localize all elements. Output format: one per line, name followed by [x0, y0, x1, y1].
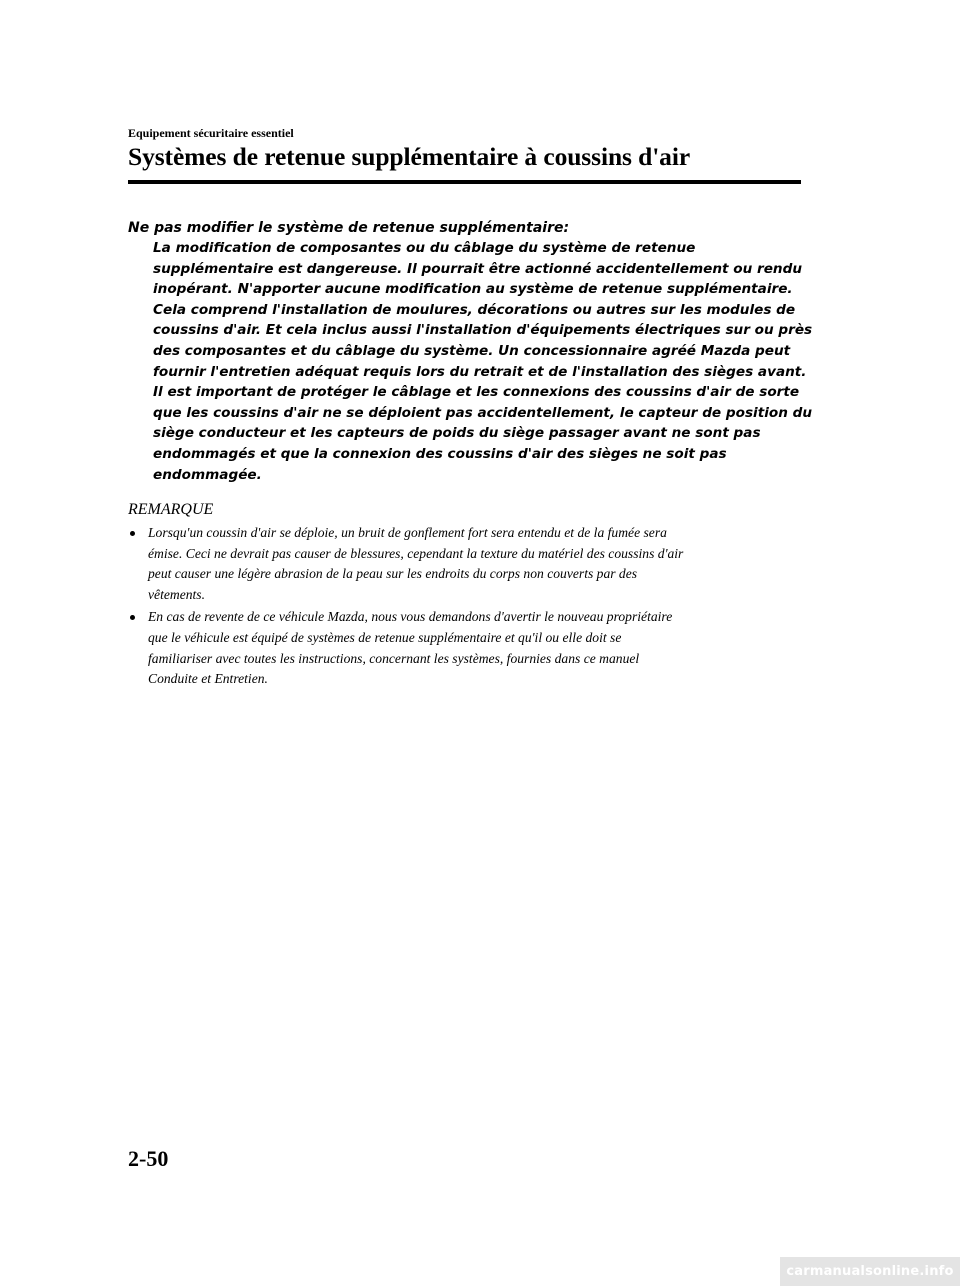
note-line: peut causer une légère abrasion de la peau sur les endroits du corps non couverts par des	[148, 566, 638, 582]
warning-block	[128, 218, 818, 485]
warning-line: endommagés et que la connexion des coussins d'air des sièges ne soit pas	[153, 445, 727, 462]
warning-line: que les coussins d'air ne se déploient pas accidentellement, le capteur de position du	[153, 404, 813, 421]
page-number: 2-50	[128, 1146, 169, 1171]
warning-line: fournir l'entretien adéquat requis lors du retrait et de l'installation des sièges avant.	[153, 363, 807, 380]
note-line: Conduite et Entretien.	[148, 671, 268, 687]
note-item	[128, 523, 818, 605]
warning-line: coussins d'air. Et cela inclus aussi l'installation d'équipements électriques sur ou près	[153, 322, 813, 339]
note-list	[128, 523, 818, 692]
warning-line: Cela comprend l'installation de moulures, décorations ou autres sur les modules de	[153, 301, 796, 318]
note-line: En cas de revente de ce véhicule Mazda, nous vous demandons d'avertir le nouveau propriétaire	[148, 609, 673, 625]
title-divider	[128, 180, 801, 184]
warning-paragraph	[128, 238, 818, 485]
warning-line: des composantes et du câblage du système. Un concessionnaire agréé Mazda peut	[153, 342, 791, 359]
bullet-icon	[130, 615, 135, 620]
watermark: carmanualsonline.info	[780, 1257, 960, 1286]
warning-line: inopérant. N'apporter aucune modification au système de retenue supplémentaire.	[153, 281, 793, 298]
note-heading: REMARQUE	[128, 501, 214, 518]
note-line: Lorsqu'un coussin d'air se déploie, un bruit de gonflement fort sera entendu et de la fumée sera	[148, 525, 667, 540]
bullet-icon	[130, 531, 135, 536]
note-line: que le véhicule est équipé de systèmes de retenue supplémentaire et qu'il ou elle doit se	[148, 629, 622, 645]
warning-line: La modification de composantes ou du câblage du système de retenue	[153, 240, 696, 256]
warning-line: endommagée.	[153, 466, 262, 483]
warning-line: siège conducteur et les capteurs de poids du siège passager avant ne sont pas	[153, 425, 761, 442]
warning-line: supplémentaire est dangereuse. Il pourrait être actionné accidentellement ou rendu	[153, 260, 803, 277]
note-line: émise. Ceci ne devrait pas causer de blessures, cependant la texture du matériel des coussins d'air	[148, 545, 684, 561]
note-item	[128, 607, 818, 689]
note-line: familiariser avec toutes les instructions, concernant les systèmes, fournies dans ce manuel	[148, 650, 640, 666]
page-title: Systèmes de retenue supplémentaire à coussins d'air	[128, 142, 691, 171]
section-label: Equipement sécuritaire essentiel	[128, 126, 294, 140]
note-line: vêtements.	[148, 586, 205, 602]
warning-line: Il est important de protéger le câblage et les connexions des coussins d'air de sorte	[153, 384, 800, 401]
warning-heading: Ne pas modifier le système de retenue supplémentaire:	[128, 220, 570, 236]
